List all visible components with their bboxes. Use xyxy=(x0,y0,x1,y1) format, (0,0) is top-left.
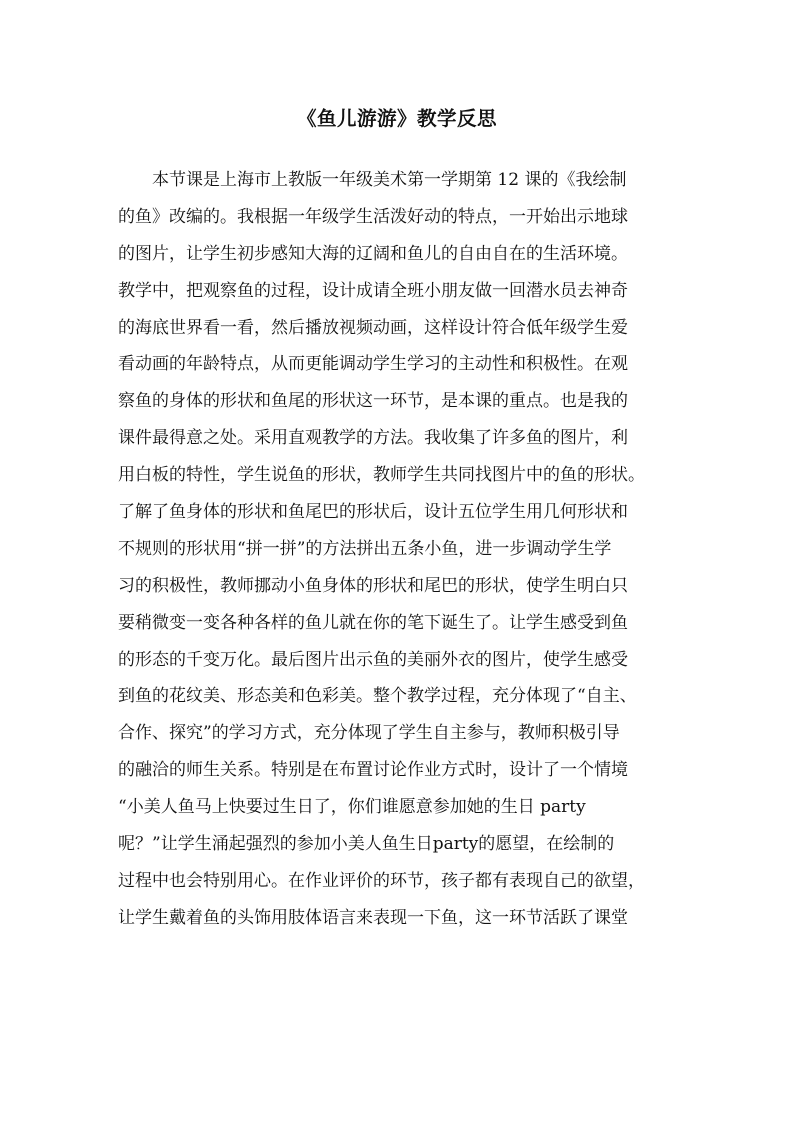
body-line: 呢？”让学生涌起强烈的参加小美人鱼生日party的愿望，在绘制的 xyxy=(118,834,615,855)
body-line: 不规则的形状用“拼一拼”的方法拼出五条小鱼，进一步调动学生学 xyxy=(118,538,612,559)
body-line: 习的积极性，教师挪动小鱼身体的形状和尾巴的形状，使学生明白只 xyxy=(118,575,628,596)
body-line: 的形态的千变万化。最后图片出示鱼的美丽外衣的图片，使学生感受 xyxy=(118,649,628,670)
body-line: 看动画的年龄特点，从而更能调动学生学习的主动性和积极性。在观 xyxy=(118,354,628,375)
body-line: 察鱼的身体的形状和鱼尾的形状这一环节，是本课的重点。也是我的 xyxy=(118,391,628,412)
body-line: 的海底世界看一看，然后播放视频动画，这样设计符合低年级学生爱 xyxy=(118,317,628,338)
body-line: “小美人鱼马上快要过生日了，你们谁愿意参加她的生日 party xyxy=(118,797,586,818)
body-line: 的图片，让学生初步感知大海的辽阔和鱼儿的自由自在的生活环境。 xyxy=(118,243,628,264)
body-line: 课件最得意之处。采用直观教学的方法。我收集了许多鱼的图片，利 xyxy=(118,428,628,449)
body-line: 合作、探究”的学习方式，充分体现了学生自主参与，教师积极引导 xyxy=(118,723,620,744)
body-line: 要稍微变一变各种各样的鱼儿就在你的笔下诞生了。让学生感受到鱼 xyxy=(118,612,628,633)
body-line: 过程中也会特别用心。在作业评价的环节，孩子都有表现自己的欲望， xyxy=(118,870,645,891)
body-line: 到鱼的花纹美、形态美和色彩美。整个教学过程，充分体现了“自主、 xyxy=(118,686,637,707)
document-body xyxy=(118,162,688,937)
body-line: 的融洽的师生关系。特别是在布置讨论作业方式时，设计了一个情境 xyxy=(118,760,628,781)
body-line: 本节课是上海市上教版一年级美术第一学期第 12 课的《我绘制 xyxy=(118,170,627,190)
body-line: 教学中，把观察鱼的过程，设计成请全班小朋友做一回潜水员去神奇 xyxy=(118,280,628,301)
document-title: 《鱼儿游游》教学反思 xyxy=(296,107,497,130)
body-line: 的鱼》改编的。我根据一年级学生活泼好动的特点，一开始出示地球 xyxy=(118,206,628,227)
body-line: 让学生戴着鱼的头饰用肢体语言来表现一下鱼，这一环节活跃了课堂 xyxy=(118,907,628,928)
body-line: 用白板的特性，学生说鱼的形状，教师学生共同找图片中的鱼的形状。 xyxy=(118,465,645,486)
body-line: 了解了鱼身体的形状和鱼尾巴的形状后，设计五位学生用几何形状和 xyxy=(118,502,628,523)
